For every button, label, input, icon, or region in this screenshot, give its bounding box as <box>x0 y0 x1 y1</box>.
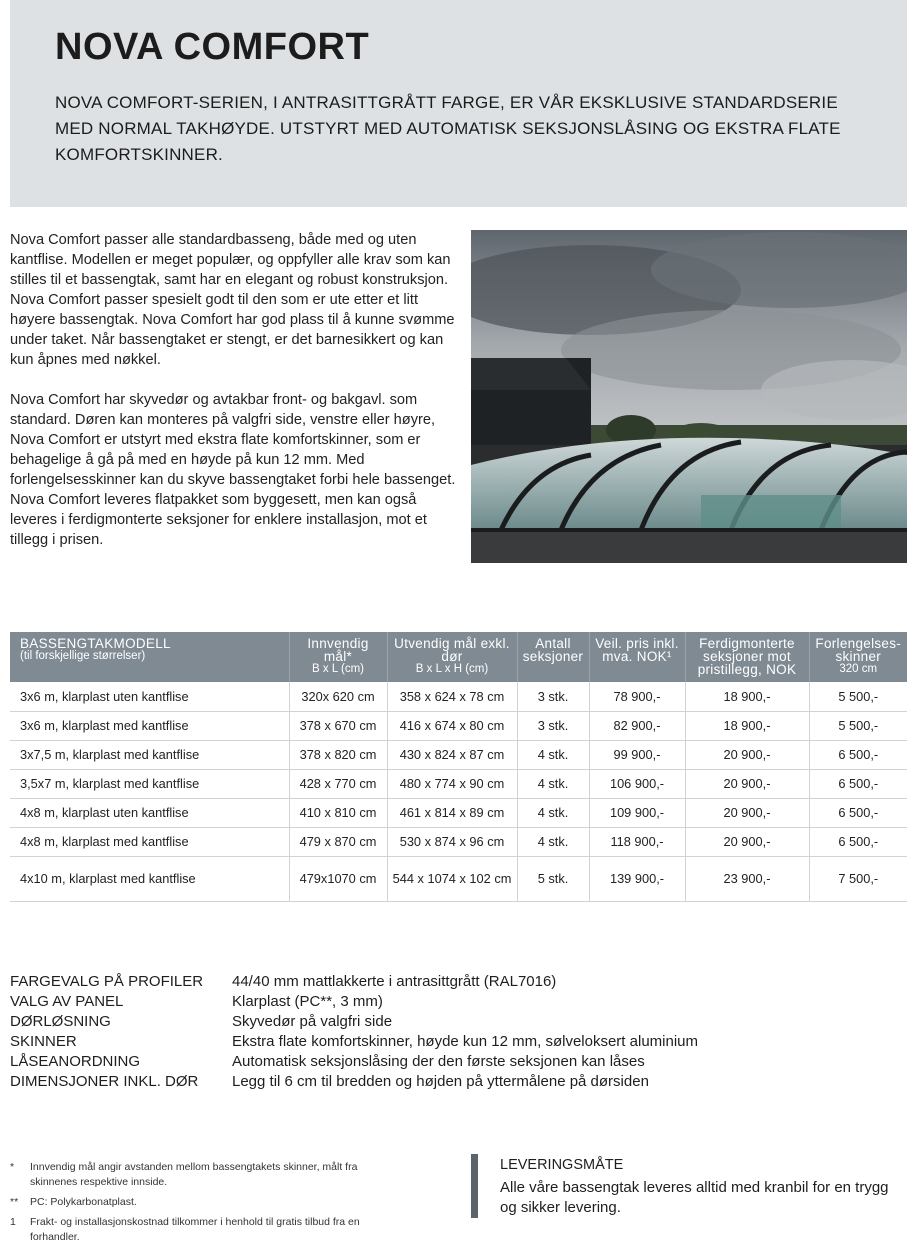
spec-label: DØRLØSNING <box>10 1013 111 1030</box>
table-header-cell: Antall seksjoner <box>517 632 589 682</box>
spec-row <box>10 1052 907 1072</box>
price-cell: 99 900,- <box>589 740 685 769</box>
spec-value: Klarplast (PC**, 3 mm) <box>232 993 383 1010</box>
spec-label: VALG AV PANEL <box>10 993 124 1010</box>
inner-size-cell: 479 x 870 cm <box>289 827 387 856</box>
price-cell: 118 900,- <box>589 827 685 856</box>
table-header-cell: Innvendig mål* B x L (cm) <box>289 632 387 682</box>
delivery-box <box>471 1154 907 1218</box>
pool-enclosure-photo <box>471 230 907 563</box>
footnote <box>10 1215 380 1245</box>
outer-size-cell: 416 x 674 x 80 cm <box>387 711 517 740</box>
model-price-table <box>10 632 907 902</box>
model-cell: 4x10 m, klarplast med kantflise <box>10 856 289 901</box>
table-header-row <box>10 632 907 682</box>
spec-label: SKINNER <box>10 1033 77 1050</box>
footnote <box>10 1195 380 1210</box>
table-row <box>10 827 907 856</box>
spec-label: LÅSEANORDNING <box>10 1053 141 1070</box>
model-cell: 3,5x7 m, klarplast med kantflise <box>10 769 289 798</box>
price-cell: 139 900,- <box>589 856 685 901</box>
model-cell: 3x6 m, klarplast uten kantflise <box>10 682 289 711</box>
inner-size-cell: 410 x 810 cm <box>289 798 387 827</box>
page-subtitle: NOVA COMFORT-SERIEN, I ANTRASITTGRÅTT FARGE, ER VÅR EKSKLUSIVE STANDARDSERIE MED NORMAL TAKHØYDE. UTSTYRT MED AUTOMATISK SEKSJONSLÅSING OG EKSTRA FLATE KOMFORTSKINNER. <box>55 93 841 164</box>
table-row <box>10 740 907 769</box>
spec-value: Legg til 6 cm til bredden og højden på yttermålene på dørsiden <box>232 1073 649 1090</box>
price-cell: 78 900,- <box>589 682 685 711</box>
outer-size-cell: 544 x 1074 x 102 cm <box>387 856 517 901</box>
inner-size-cell: 320x 620 cm <box>289 682 387 711</box>
spec-row <box>10 1012 907 1032</box>
assembly-price-cell: 20 900,- <box>685 769 809 798</box>
assembly-price-cell: 20 900,- <box>685 740 809 769</box>
intro-paragraph: Nova Comfort passer alle standardbasseng, både med og uten kantflise. Modellen er meget populær, og oppfyller alle krav som kan stilles til et bassengtak, samt har en elegant og robust konstruksjon. Nova Comfort passer spesielt godt til den som er ute etter et litt høyere bassengtak. Nova Comfort har god plass til å kunne svømme under taket. Når bassengtaket er stengt, er det barnesikkert og kan kun åpnes med nøkkel. <box>10 232 455 368</box>
assembly-price-cell: 20 900,- <box>685 798 809 827</box>
model-cell: 3x7,5 m, klarplast med kantflise <box>10 740 289 769</box>
spec-row <box>10 972 907 992</box>
delivery-text: Alle våre bassengtak leveres alltid med kranbil for en trygg og sikker levering. <box>500 1179 889 1216</box>
sections-cell: 4 stk. <box>517 740 589 769</box>
price-cell: 106 900,- <box>589 769 685 798</box>
extension-price-cell: 6 500,- <box>809 827 907 856</box>
model-cell: 4x8 m, klarplast uten kantflise <box>10 798 289 827</box>
price-cell: 109 900,- <box>589 798 685 827</box>
price-cell: 82 900,- <box>589 711 685 740</box>
outer-size-cell: 530 x 874 x 96 cm <box>387 827 517 856</box>
extension-price-cell: 6 500,- <box>809 769 907 798</box>
assembly-price-cell: 20 900,- <box>685 827 809 856</box>
page-title: NOVA COMFORT <box>55 26 370 68</box>
table-header-cell: Ferdigmonterte seksjoner mot pristillegg, NOK <box>685 632 809 682</box>
footnotes <box>10 1160 380 1250</box>
extension-price-cell: 6 500,- <box>809 740 907 769</box>
extension-price-cell: 5 500,- <box>809 711 907 740</box>
inner-size-cell: 428 x 770 cm <box>289 769 387 798</box>
table-header-cell: Veil. pris inkl. mva. NOK¹ <box>589 632 685 682</box>
outer-size-cell: 430 x 824 x 87 cm <box>387 740 517 769</box>
spec-value: Skyvedør på valgfri side <box>232 1013 393 1030</box>
spec-label: DIMENSJONER INKL. DØR <box>10 1073 199 1090</box>
table-row <box>10 798 907 827</box>
header-band <box>10 0 907 207</box>
inner-size-cell: 378 x 670 cm <box>289 711 387 740</box>
sections-cell: 4 stk. <box>517 798 589 827</box>
spec-row <box>10 992 907 1012</box>
table-header-cell: Utvendig mål exkl. dør B x L x H (cm) <box>387 632 517 682</box>
accent-bar <box>471 1154 478 1218</box>
assembly-price-cell: 23 900,- <box>685 856 809 901</box>
model-cell: 4x8 m, klarplast med kantflise <box>10 827 289 856</box>
spec-value: 44/40 mm mattlakkerte i antrasittgrått (RAL7016) <box>232 973 557 990</box>
table-row <box>10 682 907 711</box>
outer-size-cell: 358 x 624 x 78 cm <box>387 682 517 711</box>
model-cell: 3x6 m, klarplast med kantflise <box>10 711 289 740</box>
sections-cell: 3 stk. <box>517 682 589 711</box>
extension-price-cell: 6 500,- <box>809 798 907 827</box>
outer-size-cell: 461 x 814 x 89 cm <box>387 798 517 827</box>
sections-cell: 5 stk. <box>517 856 589 901</box>
assembly-price-cell: 18 900,- <box>685 682 809 711</box>
sections-cell: 4 stk. <box>517 769 589 798</box>
footnote-mark: * <box>10 1161 15 1173</box>
spec-list <box>10 972 907 1092</box>
intro-paragraph: Nova Comfort har skyvedør og avtakbar front- og bakgavl. som standard. Døren kan monteres på valgfri side, venstre eller høyre, Nova Comfort er utstyrt med ekstra flate komfortskinner, som er behagelige å gå på med en høyde på kun 12 mm. Med forlengelsesskinner kan du skyve bassengtaket forbi hele bassenget. Nova Comfort leveres flatpakket som byggesett, men kan også leveres i ferdigmonterte seksjoner for enklere installasjon, mot et tillegg i prisen. <box>10 392 456 548</box>
spec-label: FARGEVALG PÅ PROFILER <box>10 973 204 990</box>
delivery-title: LEVERINGSMÅTE <box>500 1157 624 1173</box>
pool-enclosure-illustration <box>471 230 907 563</box>
footnote <box>10 1160 380 1190</box>
assembly-price-cell: 18 900,- <box>685 711 809 740</box>
inner-size-cell: 479x1070 cm <box>289 856 387 901</box>
footnote-text: PC: Polykarbonatplast. <box>30 1196 137 1208</box>
spec-value: Automatisk seksjonslåsing der den første seksjonen kan låses <box>232 1053 645 1070</box>
table-row <box>10 769 907 798</box>
footnote-text: Innvendig mål angir avstanden mellom bassengtakets skinner, målt fra skinnenes respektive innside. <box>30 1161 358 1188</box>
extension-price-cell: 5 500,- <box>809 682 907 711</box>
sections-cell: 4 stk. <box>517 827 589 856</box>
table-row <box>10 711 907 740</box>
inner-size-cell: 378 x 820 cm <box>289 740 387 769</box>
intro-text <box>10 230 460 570</box>
outer-size-cell: 480 x 774 x 90 cm <box>387 769 517 798</box>
sections-cell: 3 stk. <box>517 711 589 740</box>
table-header-cell: Forlengelses-skinner 320 cm <box>809 632 907 682</box>
footnote-mark: ** <box>10 1196 19 1208</box>
table-row <box>10 856 907 901</box>
spec-row <box>10 1032 907 1052</box>
spec-value: Ekstra flate komfortskinner, høyde kun 12 mm, sølveloksert aluminium <box>232 1033 698 1050</box>
footnote-text: Frakt- og installasjonskostnad tilkommer i henhold til gratis tilbud fra en forhandler. <box>30 1216 360 1243</box>
extension-price-cell: 7 500,- <box>809 856 907 901</box>
footnote-mark: 1 <box>10 1216 16 1228</box>
spec-row <box>10 1072 907 1092</box>
table-header-cell: BASSENGTAKMODELL (til forskjellige størrelser) <box>10 632 289 682</box>
